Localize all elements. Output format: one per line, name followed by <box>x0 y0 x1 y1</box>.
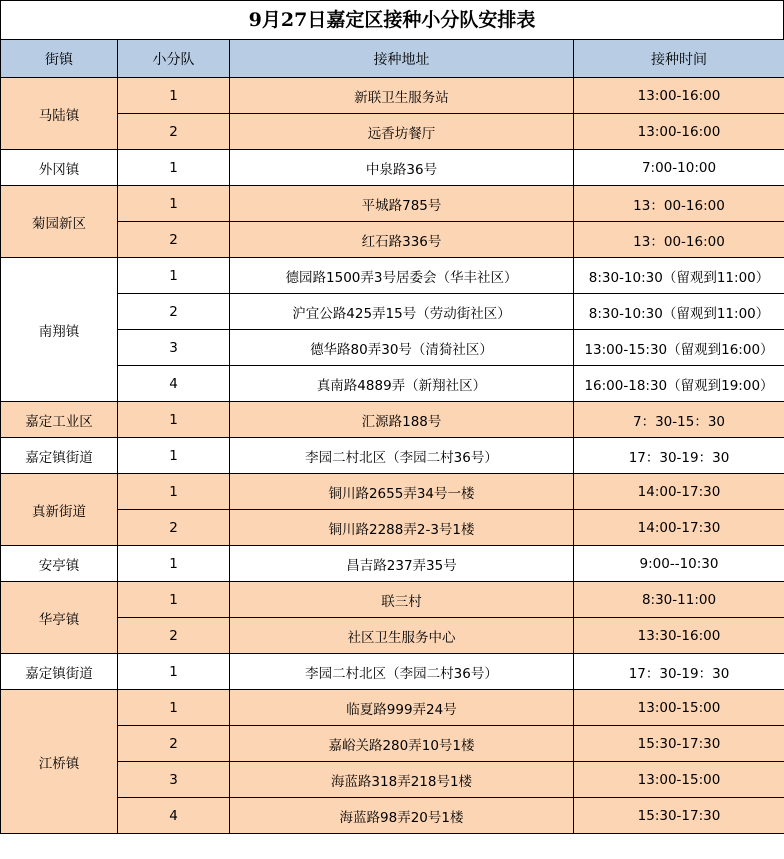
table-row <box>1 618 784 654</box>
table-row <box>1 438 784 474</box>
table-row <box>1 402 784 438</box>
address-cell: 沪宜公路425弄15号（劳动街社区） <box>230 294 574 330</box>
town-cell: 嘉定镇街道 <box>1 654 118 690</box>
address-cell: 平城路785号 <box>230 186 574 222</box>
time-cell: 13:00-16:00 <box>574 114 784 150</box>
address-cell: 铜川路2288弄2-3号1楼 <box>230 510 574 546</box>
time-cell: 17：30-19：30 <box>574 654 784 690</box>
header-row <box>1 40 784 78</box>
team-cell: 1 <box>118 402 230 438</box>
time-cell: 13:30-16:00 <box>574 618 784 654</box>
schedule-table <box>0 39 784 834</box>
table-row <box>1 78 784 114</box>
team-cell: 1 <box>118 150 230 186</box>
town-cell: 外冈镇 <box>1 150 118 186</box>
time-cell: 9:00--10:30 <box>574 546 784 582</box>
team-cell: 1 <box>118 186 230 222</box>
town-cell: 真新街道 <box>1 474 118 546</box>
address-cell: 真南路4889弄（新翔社区） <box>230 366 574 402</box>
address-cell: 嘉峪关路280弄10号1楼 <box>230 726 574 762</box>
team-cell: 4 <box>118 366 230 402</box>
address-cell: 海蓝路98弄20号1楼 <box>230 798 574 834</box>
time-cell: 17：30-19：30 <box>574 438 784 474</box>
team-cell: 1 <box>118 474 230 510</box>
team-cell: 2 <box>118 222 230 258</box>
time-cell: 8:30-11:00 <box>574 582 784 618</box>
town-cell: 马陆镇 <box>1 78 118 150</box>
address-cell: 远香坊餐厅 <box>230 114 574 150</box>
schedule-body <box>1 78 784 834</box>
time-cell: 7:00-10:00 <box>574 150 784 186</box>
team-cell: 1 <box>118 438 230 474</box>
table-row <box>1 186 784 222</box>
address-cell: 临夏路999弄24号 <box>230 690 574 726</box>
header-town: 街镇 <box>1 40 118 78</box>
header-team: 小分队 <box>118 40 230 78</box>
table-row <box>1 762 784 798</box>
team-cell: 1 <box>118 654 230 690</box>
address-cell: 李园二村北区（李园二村36号） <box>230 654 574 690</box>
table-row <box>1 366 784 402</box>
time-cell: 13：00-16:00 <box>574 186 784 222</box>
town-cell: 嘉定工业区 <box>1 402 118 438</box>
time-cell: 13:00-15:00 <box>574 762 784 798</box>
header-address: 接种地址 <box>230 40 574 78</box>
table-row <box>1 150 784 186</box>
address-cell: 汇源路188号 <box>230 402 574 438</box>
team-cell: 1 <box>118 258 230 294</box>
time-cell: 14:00-17:30 <box>574 510 784 546</box>
time-cell: 7：30-15：30 <box>574 402 784 438</box>
time-cell: 15:30-17:30 <box>574 726 784 762</box>
team-cell: 2 <box>118 618 230 654</box>
table-row <box>1 654 784 690</box>
table-row <box>1 726 784 762</box>
team-cell: 2 <box>118 510 230 546</box>
time-cell: 15:30-17:30 <box>574 798 784 834</box>
time-cell: 13:00-15:30（留观到16:00） <box>574 330 784 366</box>
table-row <box>1 222 784 258</box>
time-cell: 13:00-16:00 <box>574 78 784 114</box>
town-cell: 江桥镇 <box>1 690 118 834</box>
team-cell: 2 <box>118 114 230 150</box>
page-title: 9月27日嘉定区接种小分队安排表 <box>0 0 784 39</box>
team-cell: 2 <box>118 726 230 762</box>
team-cell: 3 <box>118 330 230 366</box>
team-cell: 1 <box>118 690 230 726</box>
address-cell: 李园二村北区（李园二村36号） <box>230 438 574 474</box>
table-row <box>1 330 784 366</box>
address-cell: 德园路1500弄3号居委会（华丰社区） <box>230 258 574 294</box>
town-cell: 华亭镇 <box>1 582 118 654</box>
team-cell: 1 <box>118 78 230 114</box>
table-row <box>1 474 784 510</box>
town-cell: 南翔镇 <box>1 258 118 402</box>
town-cell: 菊园新区 <box>1 186 118 258</box>
team-cell: 4 <box>118 798 230 834</box>
team-cell: 1 <box>118 546 230 582</box>
table-row <box>1 114 784 150</box>
time-cell: 8:30-10:30（留观到11:00） <box>574 258 784 294</box>
address-cell: 昌吉路237弄35号 <box>230 546 574 582</box>
time-cell: 16:00-18:30（留观到19:00） <box>574 366 784 402</box>
address-cell: 铜川路2655弄34号一楼 <box>230 474 574 510</box>
address-cell: 中泉路36号 <box>230 150 574 186</box>
table-row <box>1 582 784 618</box>
address-cell: 海蓝路318弄218号1楼 <box>230 762 574 798</box>
header-time: 接种时间 <box>574 40 784 78</box>
time-cell: 8:30-10:30（留观到11:00） <box>574 294 784 330</box>
address-cell: 新联卫生服务站 <box>230 78 574 114</box>
address-cell: 社区卫生服务中心 <box>230 618 574 654</box>
table-row <box>1 798 784 834</box>
table-row <box>1 510 784 546</box>
address-cell: 红石路336号 <box>230 222 574 258</box>
table-row <box>1 690 784 726</box>
time-cell: 14:00-17:30 <box>574 474 784 510</box>
time-cell: 13：00-16:00 <box>574 222 784 258</box>
address-cell: 德华路80弄30号（清猗社区） <box>230 330 574 366</box>
table-row <box>1 258 784 294</box>
town-cell: 嘉定镇街道 <box>1 438 118 474</box>
address-cell: 联三村 <box>230 582 574 618</box>
team-cell: 2 <box>118 294 230 330</box>
team-cell: 3 <box>118 762 230 798</box>
town-cell: 安亭镇 <box>1 546 118 582</box>
table-row <box>1 546 784 582</box>
team-cell: 1 <box>118 582 230 618</box>
table-row <box>1 294 784 330</box>
time-cell: 13:00-15:00 <box>574 690 784 726</box>
